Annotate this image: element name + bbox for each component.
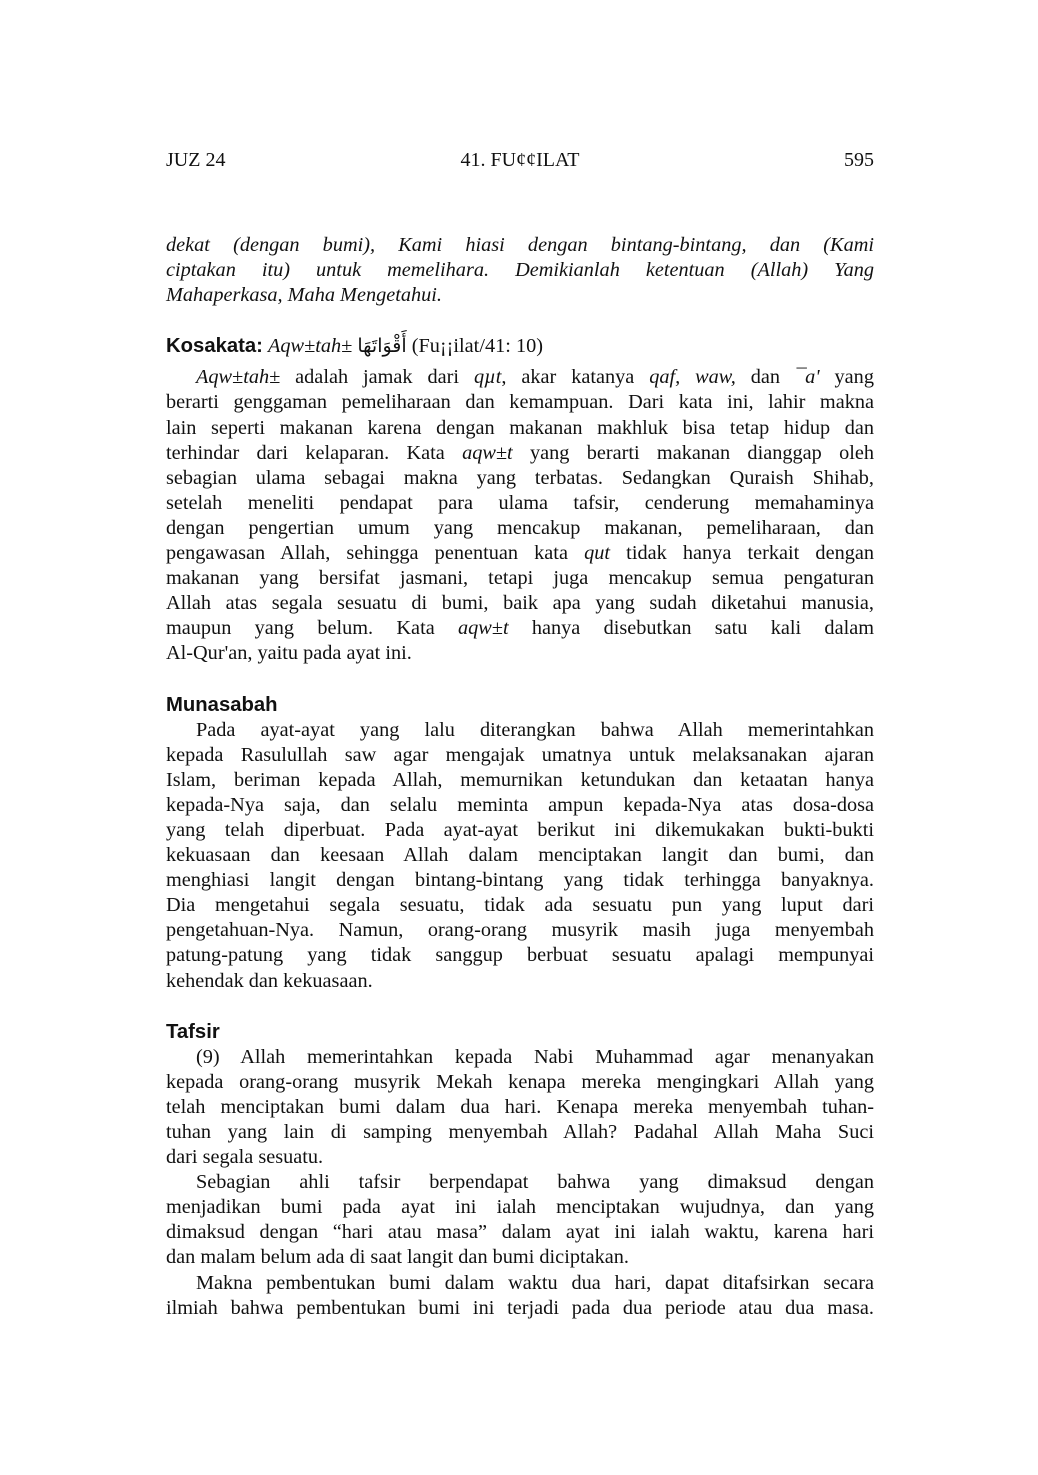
text-line: kehendak dan kekuasaan. bbox=[166, 969, 373, 992]
text-line: menghiasi langit dengan bintang-bintang yang tidak terhingga banyaknya. bbox=[166, 869, 874, 892]
text-line: yang telah diperbuat. Pada ayat-ayat berikut ini dikemukakan bukti-bukti bbox=[166, 818, 874, 841]
text-line bbox=[166, 441, 874, 466]
text-span: , akar katanya bbox=[501, 366, 650, 389]
text-line: dimaksud dengan “hari atau masa” dalam ayat ini ialah waktu, karena hari bbox=[166, 1221, 874, 1244]
text-line bbox=[166, 541, 874, 566]
text-span: hanya disebutkan satu kali dalam bbox=[508, 617, 874, 640]
italic-term: aqw±t bbox=[458, 617, 509, 640]
text-line: Pada ayat-ayat yang lalu diterangkan bahwa Allah memerintahkan bbox=[196, 718, 874, 741]
munasabah-heading: Munasabah bbox=[166, 693, 278, 716]
kosakata-heading bbox=[166, 334, 874, 359]
text-line: dekat (dengan bumi), Kami hiasi dengan bintang-bintang, dan (Kami bbox=[166, 234, 874, 256]
text-line: Sebagian ahli tafsir berpendapat bahwa yang dimaksud dengan bbox=[196, 1171, 874, 1194]
text-line: patung-patung yang tidak sanggup berbuat sesuatu apalagi mempunyai bbox=[166, 944, 874, 967]
text-line: Dia mengetahui segala sesuatu, tidak ada sesuatu pun yang luput dari bbox=[166, 894, 874, 917]
text-line: ilmiah bahwa pembentukan bumi ini terjadi pada dua periode atau dua masa. bbox=[166, 1296, 874, 1319]
kosakata-reference: (Fu¡¡ilat/41: 10) bbox=[411, 335, 543, 358]
text-line: kepada-Nya saja, dan selalu meminta ampun kepada-Nya atas dosa-dosa bbox=[166, 793, 874, 816]
text-line: Islam, beriman kepada Allah, memurnikan ketundukan dan ketaatan hanya bbox=[166, 768, 874, 791]
text-line: Mahaperkasa, Maha Mengetahui. bbox=[166, 284, 442, 307]
kosakata-section bbox=[166, 334, 874, 666]
tafsir-section bbox=[166, 1020, 874, 1321]
intro-text bbox=[166, 233, 874, 308]
text-span: pengawasan Allah, sehingga penentuan kata bbox=[166, 542, 585, 565]
text-span: yang bbox=[819, 366, 874, 389]
page-body bbox=[166, 233, 874, 1321]
text-line bbox=[166, 365, 874, 390]
text-span: terhindar dari kelaparan. Kata bbox=[166, 441, 463, 464]
text-line: kepada Rasulullah saw agar mengajak umatnya untuk melaksanakan ajaran bbox=[166, 743, 874, 766]
text-line: pengetahuan-Nya. Namun, orang-orang musyrik masih juga menyembah bbox=[166, 919, 874, 942]
text-line bbox=[166, 616, 874, 641]
text-line: (9) Allah memerintahkan kepada Nabi Muhammad agar menanyakan bbox=[196, 1045, 874, 1068]
text-line: Makna pembentukan bumi dalam waktu dua hari, dapat ditafsirkan secara bbox=[196, 1271, 874, 1294]
arabic-term: أَقْوَاتَهَا bbox=[357, 335, 407, 358]
text-line: kekuasaan dan keesaan Allah dalam menciptakan langit dan bumi, dan bbox=[166, 844, 874, 867]
text-span: adalah jamak dari bbox=[280, 366, 474, 389]
text-line: kepada orang-orang musyrik Mekah kenapa mereka mengingkari Allah yang bbox=[166, 1070, 874, 1093]
text-line: berarti genggaman pemeliharaan dan kemampuan. Dari kata ini, lahir makna bbox=[166, 391, 874, 414]
text-line: setelah meneliti pendapat para ulama tafsir, cenderung memahaminya bbox=[166, 491, 874, 514]
text-span: yang berarti makanan dianggap oleh bbox=[512, 441, 874, 464]
text-line: Allah atas segala sesuatu di bumi, baik apa yang sudah diketahui manusia, bbox=[166, 592, 874, 615]
italic-term: qµt bbox=[473, 366, 502, 389]
text-line: sebagian ulama sebagai makna yang terbatas. Sedangkan Quraish Shihab, bbox=[166, 466, 874, 489]
kosakata-term: Aqw±tah± bbox=[268, 335, 353, 358]
page-number: 595 bbox=[844, 149, 874, 171]
text-line: tuhan yang lain di samping menyembah Allah? Padahal Allah Maha Suci bbox=[166, 1121, 874, 1143]
running-header bbox=[166, 146, 874, 174]
text-span: dan bbox=[735, 366, 795, 389]
kosakata-label: Kosakata: bbox=[166, 335, 263, 358]
juz-label: JUZ 24 bbox=[166, 149, 226, 171]
text-line: menjadikan bumi pada ayat ini ialah menciptakan wujudnya, dan yang bbox=[166, 1196, 874, 1219]
surah-title: 41. FU¢¢ILAT bbox=[460, 149, 580, 171]
tafsir-heading: Tafsir bbox=[166, 1020, 220, 1043]
italic-term: qut bbox=[584, 542, 611, 565]
text-span: maupun yang belum. Kata bbox=[166, 617, 458, 640]
italic-term: ¯a' bbox=[795, 366, 820, 389]
text-line: telah menciptakan bumi dalam dua hari. Kenapa mereka menyembah tuhan- bbox=[166, 1095, 874, 1118]
text-span: tidak hanya terkait dengan bbox=[610, 542, 874, 565]
text-line: dari segala sesuatu. bbox=[166, 1146, 324, 1169]
italic-term: aqw±t bbox=[462, 441, 513, 464]
text-line: makanan yang bersifat jasmani, tetapi juga mencakup semua pengaturan bbox=[166, 567, 874, 590]
italic-term: Aqw±tah± bbox=[196, 366, 281, 389]
italic-term: qaf, waw, bbox=[649, 366, 736, 389]
text-line: dan malam belum ada di saat langit dan bumi diciptakan. bbox=[166, 1246, 629, 1269]
munasabah-section bbox=[166, 693, 874, 994]
text-line: ciptakan itu) untuk memelihara. Demikianlah ketentuan (Allah) Yang bbox=[166, 259, 874, 282]
text-line: dengan pengertian umum yang mencakup makanan, pemeliharaan, dan bbox=[166, 516, 874, 539]
text-line: Al-Qur'an, yaitu pada ayat ini. bbox=[166, 642, 412, 665]
text-line: lain seperti makanan karena dengan makanan makhluk bisa tetap hidup dan bbox=[166, 416, 874, 439]
